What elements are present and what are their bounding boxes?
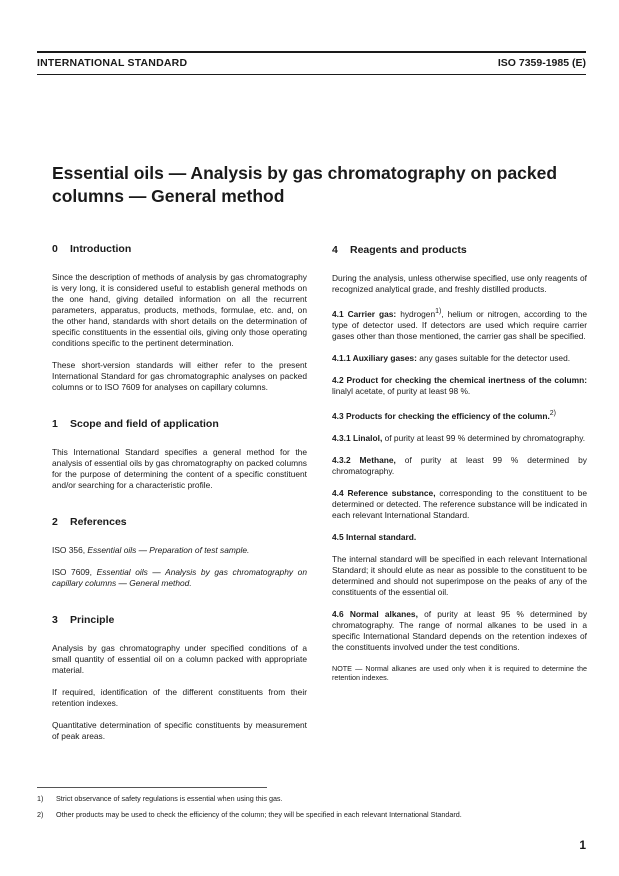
clause-4-2: 4.2 Product for checking the chemical inertness of the column: linalyl acetate, of purity at least 98 %. <box>332 374 587 396</box>
clause-4-1-1: 4.1.1 Auxiliary gases: any gases suitable for the detector used. <box>332 352 571 363</box>
clause-4-3-1: 4.3.1 Linalol, of purity at least 99 % determined by chromatography. <box>332 432 586 443</box>
section-3-principle <box>52 614 307 742</box>
paragraph: These short-version standards will either refer to the present International Standard for gas chromatographic analyses on packed columns or to ISO 7609 for analyses on capillary columns. <box>52 360 307 392</box>
page-number: 1 <box>579 838 586 852</box>
section-heading: 3 Principle <box>52 614 115 626</box>
clause-4-3-2: 4.3.2 Methane, of purity at least 99 % determined by chromatography. <box>332 454 587 476</box>
section-2-references <box>52 516 307 589</box>
document-title: Essential oils — Analysis by gas chromatography on packed columns — General method <box>52 163 558 206</box>
note: NOTE — Normal alkanes are used only when it is required to determine the retention indexes. <box>332 663 587 682</box>
header-right: ISO 7359-1985 (E) <box>497 57 586 69</box>
paragraph: If required, identification of the different constituents from their retention indexes. <box>52 687 307 708</box>
clause-4-1: 4.1 Carrier gas: hydrogen$^{1)}$, helium or nitrogen, according to the type of detector used. If detectors are used which require carrier gases other than those mentioned, the carrier gas shall be specified. <box>332 308 587 341</box>
header-bottom-rule <box>37 74 586 75</box>
paragraph: During the analysis, unless otherwise specified, use only reagents of recognized analytical grade, and freshly distilled products. <box>332 273 587 294</box>
section-heading: 2 References <box>52 516 127 528</box>
footnote-rule <box>37 787 267 788</box>
header-left: INTERNATIONAL STANDARD <box>37 57 188 69</box>
paragraph: Quantitative determination of specific constituents by measurement of peak areas. <box>52 720 307 741</box>
paragraph: Since the description of methods of analysis by gas chromatography is very long, it is considered useful to establish general methods on the one hand, giving detailed information on all the recurrent parameters, apparatus, products, methods, formulae, etc. and, on the other hand, standards with short details on the determination of specific constituents in the essential oils, giving only those operating conditions specific to the pertinent determination. <box>52 272 307 348</box>
footnote-2: 2) Other products may be used to check the efficiency of the column; they will be specified in each relevant International Standard. <box>37 810 462 819</box>
reference-item: ISO 7609, Essential oils — Analysis by gas chromatography on capillary columns — General method. <box>52 567 307 588</box>
section-heading: 4 Reagents and products <box>332 244 467 256</box>
paragraph: This International Standard specifies a general method for the analysis of essential oils by gas chromatography on packed columns for the purpose of determining the content of a specific constituent and/or searching for a characteristic profile. <box>52 447 307 490</box>
left-column <box>52 243 307 767</box>
clause-4-5-text: The internal standard will be specified in each relevant International Standard; it should elute as near as possible to the constituent to be determined and should not superimpose on the peaks of any of the constituents of the essential oil. <box>332 553 587 597</box>
section-0-introduction <box>52 243 307 393</box>
header-top-rule <box>37 51 586 53</box>
clause-4-3: 4.3 Products for checking the efficiency of the column.$^{2)}$ <box>332 409 557 421</box>
clause-4-6: 4.6 Normal alkanes, of purity at least 95 % determined by chromatography. The range of normal alkanes to be used in a specific International Standard depends on the retention indexes of the constituents involved under the test conditions. <box>332 608 588 652</box>
section-heading: 1 Scope and field of application <box>52 418 219 430</box>
section-1-scope <box>52 418 307 491</box>
footnote-1: 1) Strict observance of safety regulations is essential when using this gas. <box>37 794 283 803</box>
running-header <box>37 57 586 73</box>
section-heading: 0 Introduction <box>52 243 132 255</box>
clause-4-4: 4.4 Reference substance, corresponding to the constituent to be determined or detected. The reference substance will be indicated in each relevant International Standard. <box>332 487 587 520</box>
right-column <box>332 244 587 693</box>
reference-item: ISO 356, Essential oils — Preparation of test sample. <box>52 545 250 555</box>
clause-4-5: 4.5 Internal standard. <box>332 531 417 542</box>
paragraph: Analysis by gas chromatography under specified conditions of a small quantity of essential oil on a column packed with appropriate material. <box>52 643 307 675</box>
